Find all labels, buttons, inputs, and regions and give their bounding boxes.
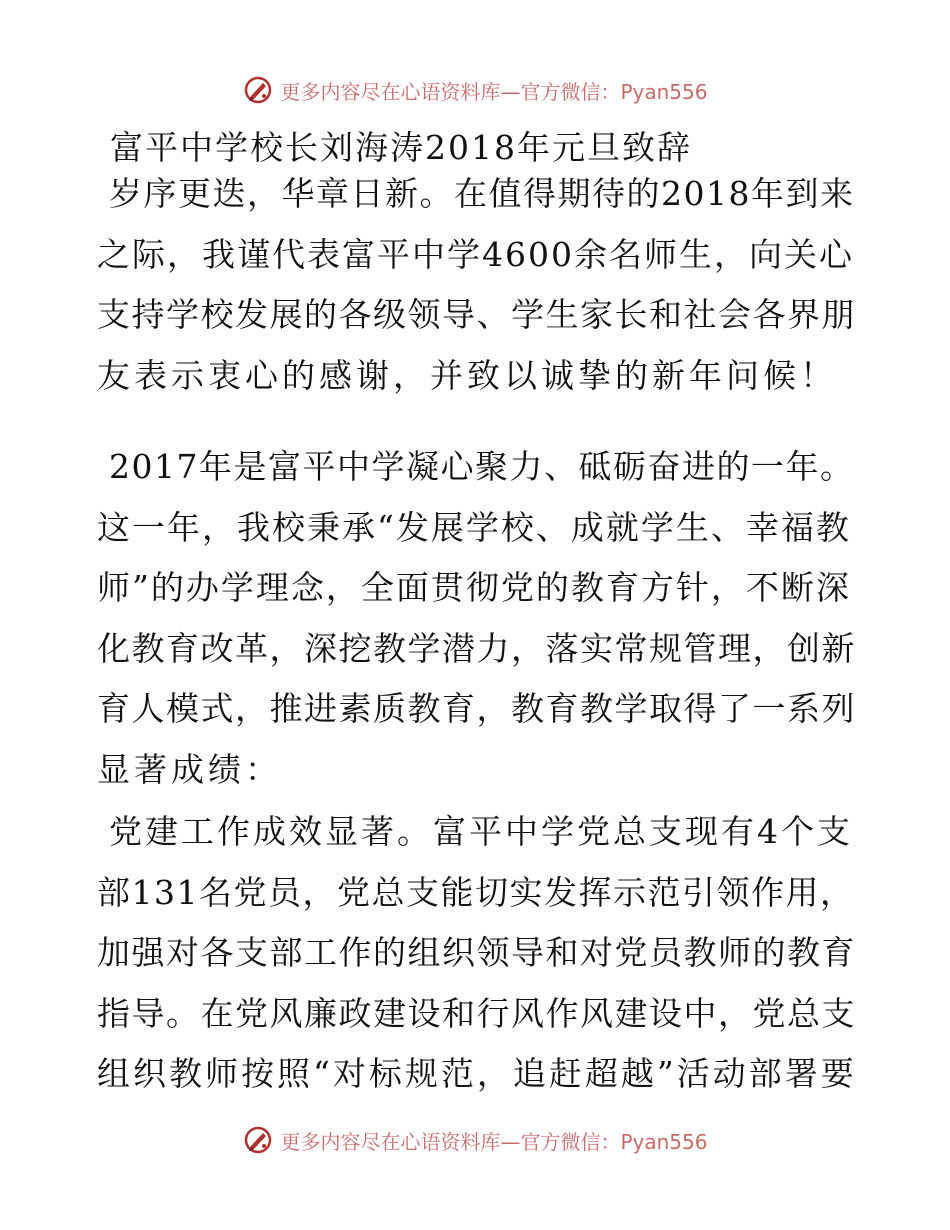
watermark-header: [0, 70, 950, 110]
text-line: 之际，我谨代表富平中学4600余名师生，向关心: [97, 234, 854, 274]
watermark-text: 更多内容尽在心语资料库—官方微信：Pyan556: [280, 1129, 708, 1154]
text-line: 化教育改革，深挖教学潜力，落实常规管理，创新: [97, 628, 856, 668]
text-line: 指导。在党风廉政建设和行风作风建设中，党总支: [97, 993, 856, 1033]
text-line: 组织教师按照“对标规范，追赶超越”活动部署要: [97, 1054, 857, 1094]
text-line: 友表示衷心的感谢，并致以诚挚的新年问候！: [97, 355, 837, 395]
watermark-footer: [0, 1120, 950, 1160]
text-line: 支持学校发展的各级领导、学生家长和社会各界朋: [97, 295, 856, 335]
text-line: 2017年是富平中学凝心聚力、砥砺奋进的一年。: [109, 447, 855, 486]
red-pen-circle-logo-icon: [242, 1124, 274, 1156]
text-line: 岁序更迭，华章日新。在值得期待的2018年到来: [109, 174, 855, 213]
watermark-text: 更多内容尽在心语资料库—官方微信：Pyan556: [280, 79, 708, 104]
paragraph: [97, 802, 857, 1105]
text-line: 党建工作成效显著。富平中学党总支现有4个支: [109, 812, 853, 851]
text-line: 师”的办学理念，全面贯彻党的教育方针，不断深: [97, 568, 851, 608]
text-line: 加强对各支部工作的组织领导和对党员教师的教育: [97, 933, 856, 973]
document-title: 富平中学校长刘海涛2018年元旦致辞: [110, 128, 692, 167]
text-line: 显著成绩：: [97, 749, 282, 789]
text-line: 部131名党员，党总支能切实发挥示范引领作用，: [97, 872, 855, 912]
text-line: 育人模式，推进素质教育，教育教学取得了一系列: [97, 689, 856, 729]
text-line: 这一年，我校秉承“发展学校、成就学生、幸福教: [97, 507, 851, 547]
red-pen-circle-logo-icon: [242, 74, 274, 106]
paragraph: [97, 437, 857, 801]
paragraph: [97, 164, 857, 406]
